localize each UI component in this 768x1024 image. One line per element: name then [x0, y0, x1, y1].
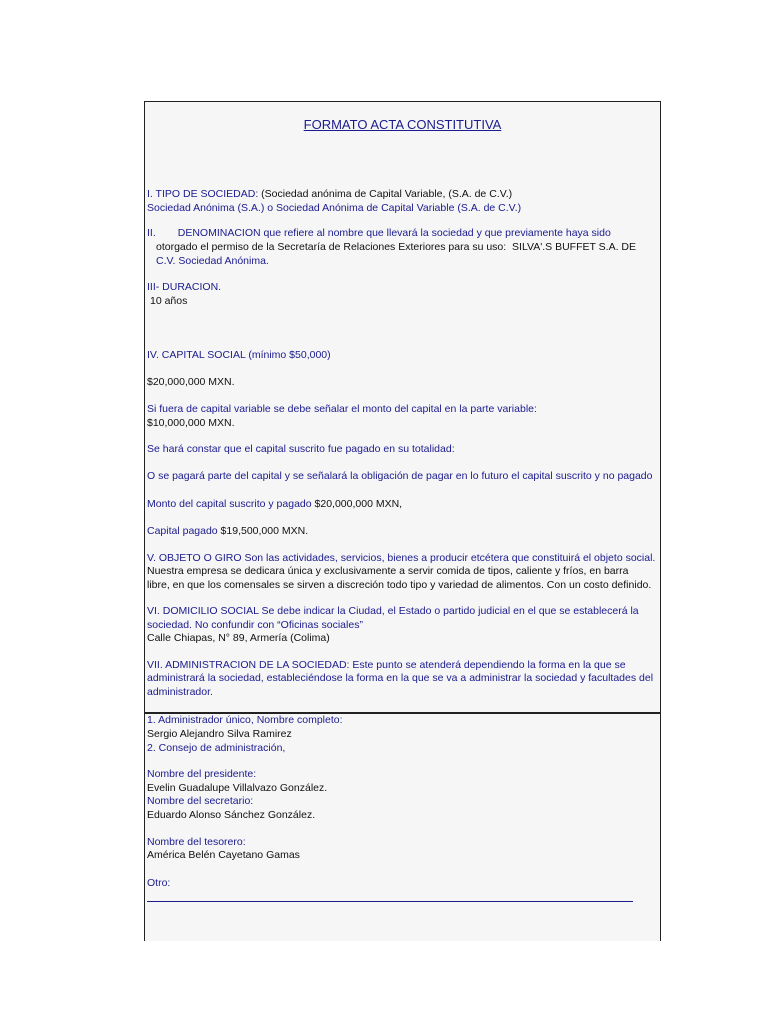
otro-blank-line	[147, 901, 633, 902]
capital-monto-value: $20,000,000 MXN,	[311, 498, 403, 510]
administracion-line1: VII. ADMINISTRACION DE LA SOCIEDAD: Este punto se atenderá dependiendo la forma en la que se	[147, 659, 626, 671]
tipo-sociedad-options: Sociedad Anónima (S.A.) o Sociedad Anónima de Capital Variable (S.A. de C.V.)	[147, 202, 522, 214]
capital-pagado-value: $19,500,000 MXN.	[217, 525, 309, 537]
capital-suscrito-text: Se hará constar que el capital suscrito fue pagado en su totalidad:	[147, 443, 455, 455]
document-title: FORMATO ACTA CONSTITUTIVA	[303, 117, 502, 132]
consejo-label: 2. Consejo de administración,	[147, 742, 286, 754]
secretario-value: Eduardo Alonso Sánchez González.	[147, 809, 316, 821]
administrador-unico-label: 1. Administrador único, Nombre completo:	[147, 714, 343, 726]
denominacion-permiso-text: otorgado el permiso de la Secretaría de Relaciones Exteriores para su uso:	[156, 241, 507, 253]
denominacion-value: SILVA'.S BUFFET S.A. DE	[512, 241, 637, 253]
objeto-line2: libre, en que los comensales se sirven a discreción todo tipo y variedad de alimentos. Con un costo definido.	[147, 579, 652, 591]
presidente-value: Evelin Guadalupe Villalvazo González.	[147, 782, 328, 794]
duracion-value: 10 años	[150, 295, 188, 307]
duracion-label: III- DURACION.	[147, 281, 222, 293]
denominacion-text: DENOMINACION que refiere al nombre que llevará la sociedad y que previamente haya sido	[177, 227, 611, 239]
capital-variable-text: Si fuera de capital variable se debe señalar el monto del capital en la parte variable:	[147, 403, 537, 415]
administracion-line2: administrará la sociedad, estableciéndose la forma en la que se va a administrar la sociedad y facultades del	[147, 672, 654, 684]
document-sheet	[144, 101, 661, 941]
capital-monto-line	[147, 498, 402, 511]
tipo-sociedad-line	[147, 188, 512, 201]
capital-pagado-line	[147, 525, 308, 538]
denominacion-number: II.	[147, 227, 156, 239]
capital-amount: $20,000,000 MXN.	[147, 376, 235, 388]
domicilio-value: Calle Chiapas, N° 89, Armería (Colima)	[147, 632, 330, 644]
denominacion-line2	[156, 241, 636, 254]
capital-label: IV. CAPITAL SOCIAL (mínimo $50,000)	[147, 349, 331, 361]
otro-label: Otro:	[147, 877, 171, 889]
denominacion-line1	[147, 227, 611, 240]
secretario-label: Nombre del secretario:	[147, 795, 254, 807]
administrador-unico-value: Sergio Alejandro Silva Ramirez	[147, 728, 292, 740]
capital-parcial-text: O se pagará parte del capital y se señalará la obligación de pagar en lo futuro el capital suscrito y no pagado	[147, 470, 653, 482]
presidente-label: Nombre del presidente:	[147, 768, 257, 780]
objeto-label: V. OBJETO O GIRO Son las actividades, servicios, bienes a producir etcétera que constituirá el objeto social.	[147, 552, 656, 564]
capital-variable-amount: $10,000,000 MXN.	[147, 417, 235, 429]
administradores-section	[145, 712, 660, 889]
tipo-sociedad-value: (Sociedad anónima de Capital Variable, (S.A. de C.V.)	[258, 188, 513, 200]
denominacion-line3: C.V. Sociedad Anónima.	[156, 255, 269, 267]
capital-pagado-label: Capital pagado	[147, 525, 218, 537]
domicilio-line2: sociedad. No confundir con “Oficinas sociales”	[147, 619, 363, 631]
capital-monto-label: Monto del capital suscrito y pagado	[147, 498, 312, 510]
tesorero-label: Nombre del tesorero:	[147, 836, 246, 848]
tipo-sociedad-label: I. TIPO DE SOCIEDAD:	[147, 188, 259, 200]
tesorero-value: América Belén Cayetano Gamas	[147, 849, 300, 861]
objeto-line1: Nuestra empresa se dedicara única y exclusivamente a servir comida de tipos, caliente y fríos, en barra	[147, 565, 629, 577]
administracion-line3: administrador.	[147, 686, 213, 698]
domicilio-line1: VI. DOMICILIO SOCIAL Se debe indicar la Ciudad, el Estado o partido judicial en el que se establecerá la	[147, 605, 639, 617]
